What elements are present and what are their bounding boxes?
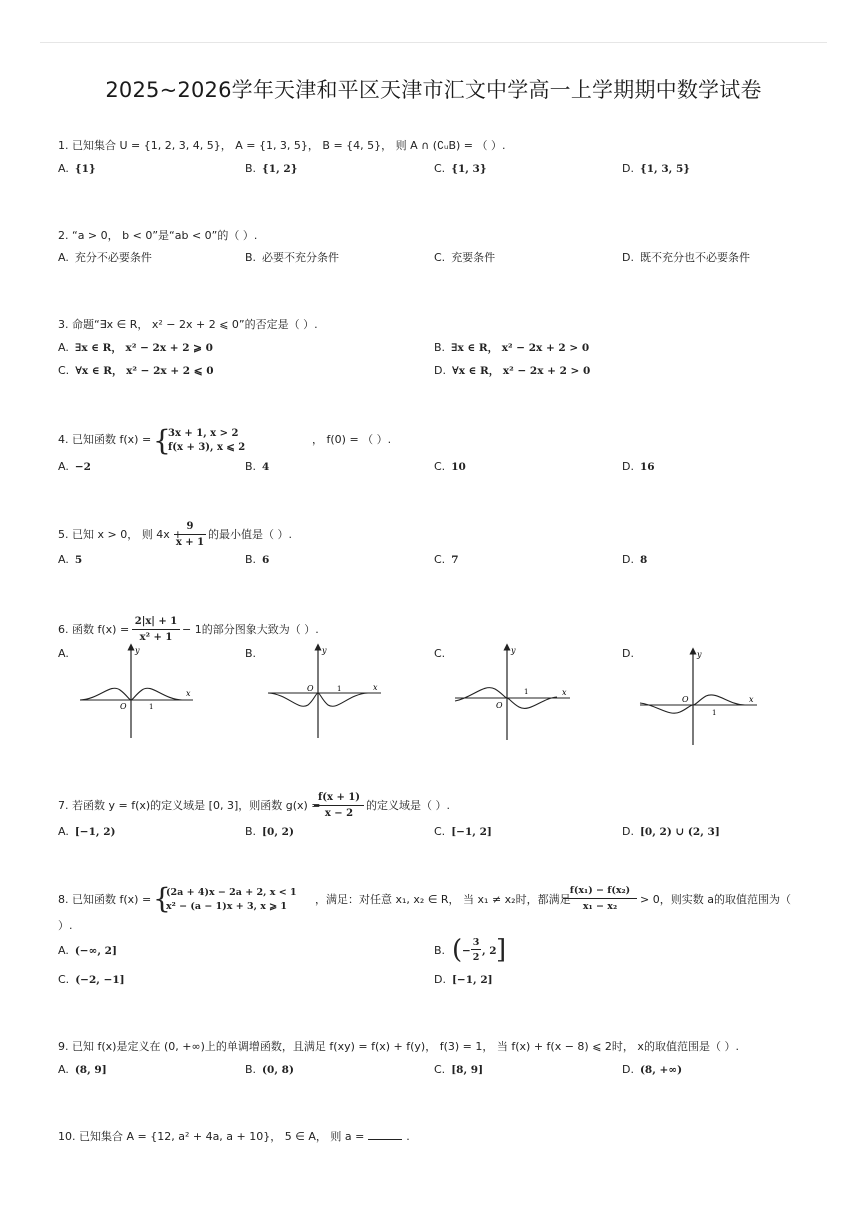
question-5-fraction-numerator: 9 — [174, 520, 206, 535]
question-6-graph-d[interactable] — [637, 647, 762, 747]
question-6-graph-a[interactable] — [75, 643, 200, 743]
question-6-fraction-numerator: 2|x| + 1 — [132, 615, 180, 630]
question-4-option-a[interactable]: A. −2 — [58, 460, 91, 473]
question-8-fraction-denominator: x₁ − x₂ — [582, 901, 618, 912]
question-9-option-d[interactable]: D. (8, +∞) — [622, 1063, 683, 1076]
question-8-option-b-minus: − — [462, 945, 471, 957]
question-9-option-a[interactable]: A. (8, 9] — [58, 1063, 107, 1076]
question-5-stem-suffix: 的最小值是（ ）. — [208, 528, 292, 541]
header-rule — [40, 42, 827, 43]
question-5-stem-prefix: 5. 已知 x > 0， 则 4x + — [58, 528, 183, 541]
question-6-option-d-label[interactable]: D. — [622, 647, 634, 660]
question-4-option-d[interactable]: D. 16 — [622, 460, 655, 473]
question-10-stem-suffix: . — [406, 1130, 410, 1143]
question-8-option-b-label: B. — [434, 944, 446, 957]
graph-d-x-label: x — [749, 695, 754, 704]
graph-c-x-label: x — [562, 688, 567, 697]
graph-c-origin-label: O — [496, 701, 503, 710]
question-9-option-c[interactable]: C. [8, 9] — [434, 1063, 484, 1076]
question-3-option-b[interactable]: B. ∃x ∈ R， x² − 2x + 2 > 0 — [434, 341, 590, 354]
graph-a-y-label: y — [135, 646, 140, 655]
graph-d-y-label: y — [697, 650, 702, 659]
question-4-stem-suffix: ， f(0) = （ ）. — [312, 433, 392, 446]
question-5-option-a[interactable]: A. 5 — [58, 553, 83, 566]
question-10-stem-prefix: 10. 已知集合 A = {12, a² + 4a, a + 10}， 5 ∈ A， 则 a = — [58, 1130, 365, 1143]
page-title: 2025~2026学年天津和平区天津市汇文中学高一上学期期中数学试卷 — [105, 78, 762, 102]
question-2-option-d[interactable]: D. 既不充分也不必要条件 — [622, 251, 750, 264]
question-8-option-b-upper: , 2 — [482, 945, 497, 957]
graph-a-x-label: x — [186, 689, 191, 698]
question-6-option-c-label[interactable]: C. — [434, 647, 446, 660]
question-2-option-b[interactable]: B. 必要不充分条件 — [245, 251, 340, 264]
question-4-stem — [58, 426, 818, 458]
graph-b-x-label: x — [373, 683, 378, 692]
question-8-fraction-numerator: f(x₁) − f(x₂) — [563, 884, 637, 899]
question-7-option-a[interactable]: A. [−1, 2) — [58, 825, 116, 838]
question-1-option-a[interactable]: A. {1} — [58, 162, 96, 175]
question-4-option-c[interactable]: C. 10 — [434, 460, 466, 473]
question-10-stem — [58, 1129, 818, 1145]
question-5-option-b[interactable]: B. 6 — [245, 553, 270, 566]
question-9-option-b[interactable]: B. (0, 8) — [245, 1063, 294, 1076]
question-7-fraction-denominator: x − 2 — [324, 808, 354, 819]
piecewise-brace: { — [153, 882, 171, 915]
piecewise-brace: { — [153, 424, 171, 457]
question-3-stem: 3. 命题“∃x ∈ R， x² − 2x + 2 ⩽ 0”的否定是（ ）. — [58, 318, 318, 331]
graph-c-y-label: y — [511, 646, 516, 655]
question-7-stem-prefix: 7. 若函数 y = f(x)的定义域是 [0, 3]，则函数 g(x) = — [58, 799, 321, 812]
question-8-option-b[interactable] — [434, 936, 524, 968]
graph-d-tick-one: 1 — [712, 709, 717, 717]
question-4-piece-2: f(x + 3), x ⩽ 2 — [168, 442, 246, 453]
question-1-stem: 1. 已知集合 U = {1, 2, 3, 4, 5}， A = {1, 3, 5}， B = {4, 5}， 则 A ∩ (∁ᵤB) = （ ）. — [58, 139, 506, 152]
question-6-option-b-label[interactable]: B. — [245, 647, 257, 660]
question-6-stem-suffix: − 1的部分图象大致为（ ）. — [182, 623, 319, 636]
question-8-stem-suffix: > 0，则实数 a的取值范围为（ — [640, 893, 791, 906]
question-7-option-c[interactable]: C. [−1, 2] — [434, 825, 492, 838]
question-8-option-a[interactable]: A. (−∞, 2] — [58, 944, 117, 957]
question-5-stem — [58, 520, 818, 552]
question-8-option-c[interactable]: C. (−2, −1] — [58, 973, 125, 986]
graph-b-y-label: y — [322, 646, 327, 655]
question-8-stem-middle: ，满足：对任意 x₁, x₂ ∈ R， 当 x₁ ≠ x₂时，都满足 — [315, 893, 571, 906]
question-3-option-d[interactable]: D. ∀x ∈ R， x² − 2x + 2 > 0 — [434, 364, 591, 377]
question-5-option-c[interactable]: C. 7 — [434, 553, 459, 566]
question-4-piece-1: 3x + 1, x > 2 — [168, 428, 239, 439]
question-2-option-c[interactable]: C. 充要条件 — [434, 251, 496, 264]
graph-b-origin-label: O — [307, 684, 314, 693]
question-8-stem-prefix: 8. 已知函数 f(x) = — [58, 893, 152, 906]
question-7-stem — [58, 791, 818, 823]
question-8-stem-tail: ）. — [58, 919, 73, 932]
graph-a-origin-label: O — [120, 702, 127, 711]
question-7-fraction-numerator: f(x + 1) — [314, 791, 364, 806]
question-7-option-d[interactable]: D. [0, 2) ∪ (2, 3] — [622, 825, 720, 838]
question-2-option-a[interactable]: A. 充分不必要条件 — [58, 251, 152, 264]
question-4-stem-prefix: 4. 已知函数 f(x) = — [58, 433, 152, 446]
question-6-fraction-denominator: x² + 1 — [139, 632, 173, 643]
question-8-piece-1: (2a + 4)x − 2a + 2, x < 1 — [166, 887, 297, 898]
question-8-option-b-denominator: 2 — [472, 952, 480, 963]
question-8-option-d[interactable]: D. [−1, 2] — [434, 973, 493, 986]
bracket-close: ] — [496, 935, 507, 965]
question-3-option-c[interactable]: C. ∀x ∈ R， x² − 2x + 2 ⩽ 0 — [58, 364, 214, 377]
question-9-stem: 9. 已知 f(x)是定义在 (0, +∞)上的单调增函数，且满足 f(xy) = f(x) + f(y)， f(3) = 1， 当 f(x) + f(x − 8) ⩽ 2时， x的取值范围是（ ）. — [58, 1040, 739, 1053]
graph-a-tick-one: 1 — [149, 703, 154, 711]
answer-blank[interactable] — [368, 1129, 402, 1140]
question-1-option-d[interactable]: D. {1, 3, 5} — [622, 162, 691, 175]
question-8-stem — [58, 884, 818, 934]
question-6-graph-c[interactable] — [452, 643, 577, 743]
question-4-option-b[interactable]: B. 4 — [245, 460, 270, 473]
question-8-piece-2: x² − (a − 1)x + 3, x ⩾ 1 — [166, 901, 288, 912]
bracket-open: ( — [452, 935, 463, 965]
question-7-stem-suffix: 的定义域是（ ）. — [366, 799, 450, 812]
graph-d-origin-label: O — [682, 695, 689, 704]
question-2-stem: 2. “a > 0， b < 0”是“ab < 0”的（ ）. — [58, 229, 258, 242]
question-7-option-b[interactable]: B. [0, 2) — [245, 825, 294, 838]
question-6-graph-b[interactable] — [263, 643, 388, 743]
question-5-option-d[interactable]: D. 8 — [622, 553, 648, 566]
graph-b-tick-one: 1 — [337, 685, 342, 693]
question-1-option-b[interactable]: B. {1, 2} — [245, 162, 298, 175]
graph-c-tick-one: 1 — [524, 688, 529, 696]
question-5-fraction-denominator: x + 1 — [175, 537, 205, 548]
question-6-option-a-label[interactable]: A. — [58, 647, 69, 660]
question-6-stem-prefix: 6. 函数 f(x) = — [58, 623, 130, 636]
question-1-option-c[interactable]: C. {1, 3} — [434, 162, 487, 175]
question-8-option-b-numerator: 3 — [472, 937, 480, 948]
question-3-option-a[interactable]: A. ∃x ∈ R， x² − 2x + 2 ⩾ 0 — [58, 341, 213, 354]
